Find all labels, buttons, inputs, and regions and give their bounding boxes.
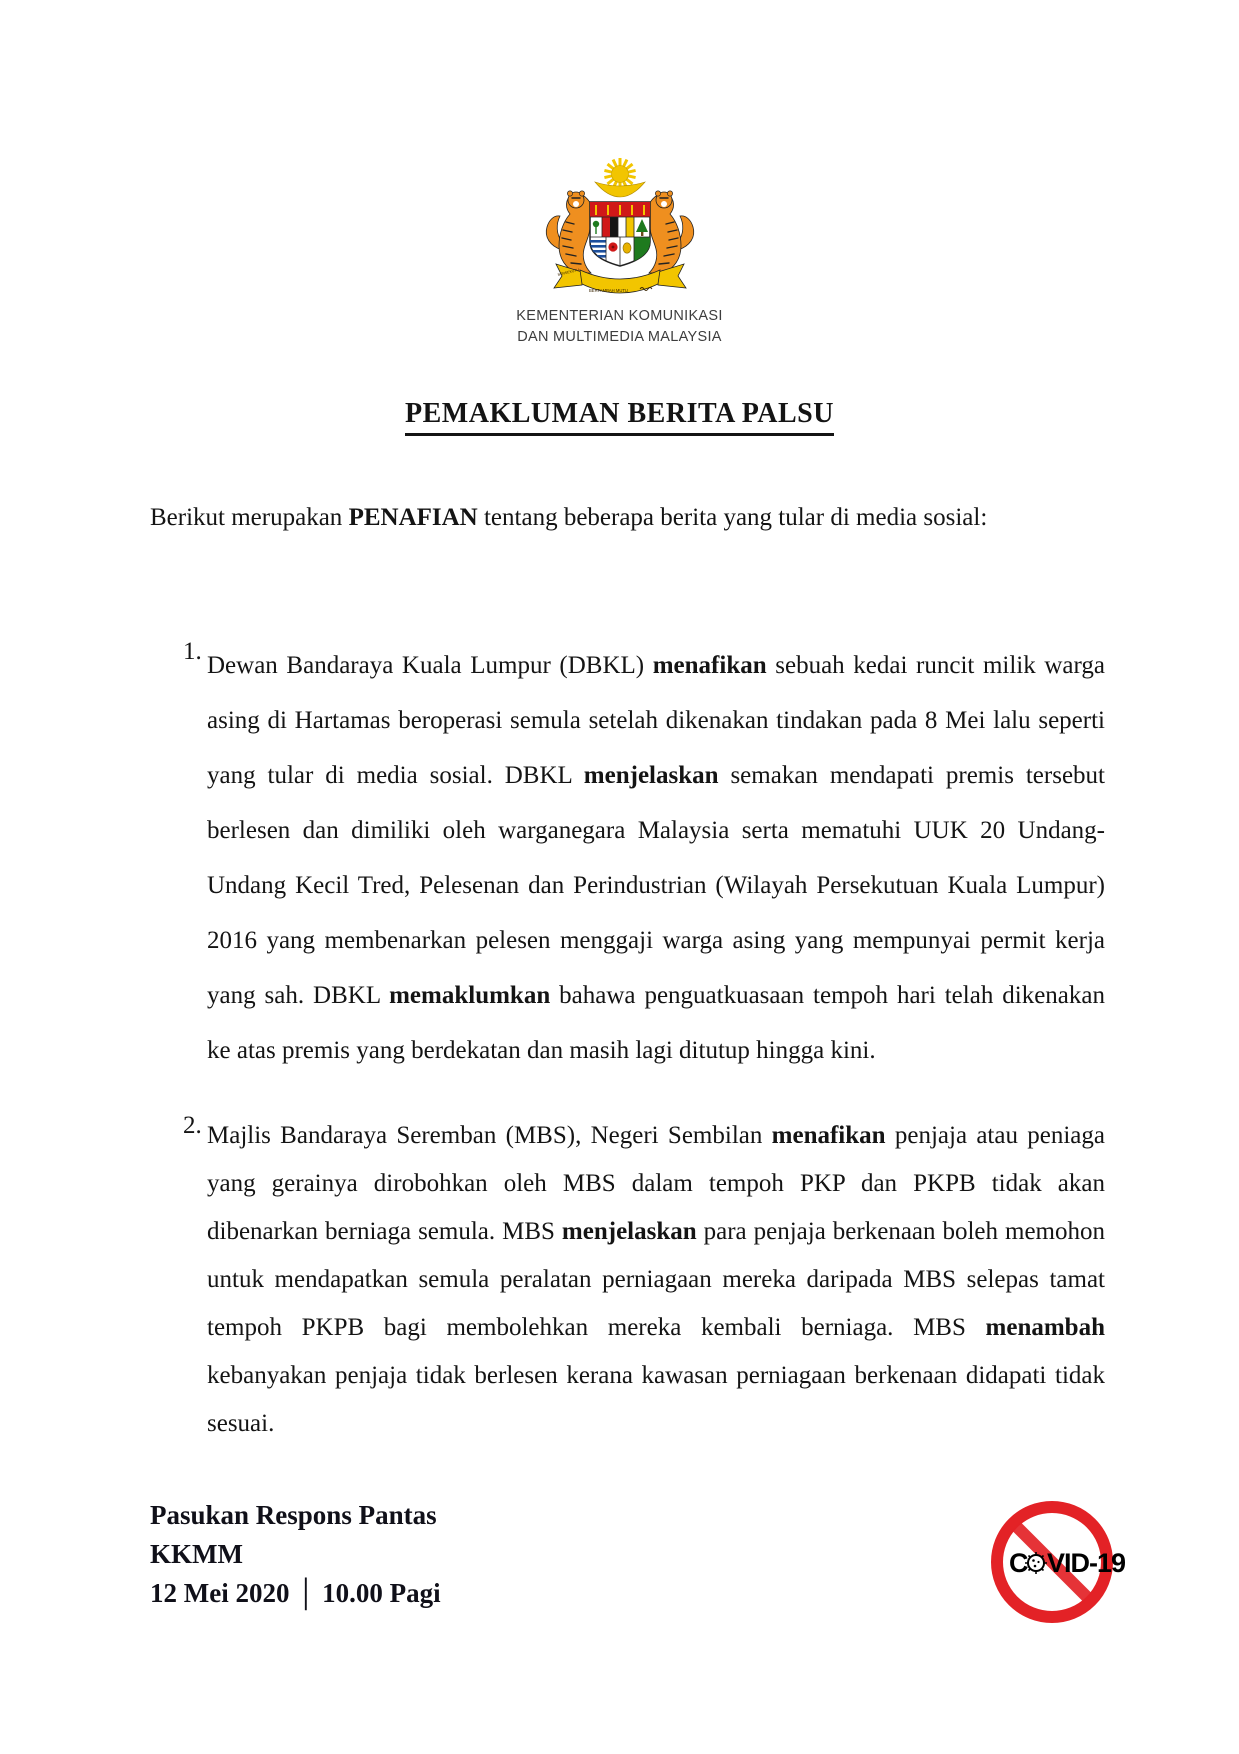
malaysia-coat-of-arms-logo: [532, 154, 708, 304]
crest-motto-center: BERTAMBAH MUTU: [589, 288, 628, 293]
intro-paragraph: Berikut merupakan PENAFIAN tentang beberapa berita yang tular di media sosial:: [150, 504, 988, 531]
covid-text-prefix: C: [1009, 1548, 1028, 1578]
list-item-2-number: 2.: [183, 1112, 202, 1139]
signature-datetime: 12 Mei 2020 │ 10.00 Pagi: [150, 1578, 441, 1608]
list-item-1-number: 1.: [183, 638, 202, 665]
ministry-name-line1: KEMENTERIAN KOMUNIKASI: [516, 308, 723, 324]
list-item-1: [150, 638, 1105, 1078]
list-item-1-text: Dewan Bandaraya Kuala Lumpur (DBKL) menafikan sebuah kedai runcit milik warga asing di Hartamas beroperasi semula setelah dikenakan tindakan pada 8 Mei lalu seperti yang tular di media sosial. DBKL menjelaskan semakan mendapati premis tersebut berlesen dan dimiliki oleh warganegara Malaysia serta mematuhi UUK 20 Undang-Undang Kecil Tred, Pelesenan dan Perindustrian (Wilayah Persekutuan Kuala Lumpur) 2016 yang membenarkan pelesen menggaji warga asing yang mempunyai permit kerja yang sah. DBKL memaklumkan bahawa penguatkuasaan tempoh hari telah dikenakan ke atas premis yang berdekatan dan masih lagi ditutup hingga kini.: [207, 652, 1105, 1064]
title-row: [0, 398, 1239, 436]
ministry-name: [0, 306, 1239, 348]
page-title: PEMAKLUMAN BERITA PALSU: [405, 398, 834, 436]
ministry-name-line2: DAN MULTIMEDIA MALAYSIA: [517, 329, 722, 345]
signature-block: [150, 1496, 441, 1613]
list-item-2-text: Majlis Bandaraya Seremban (MBS), Negeri Sembilan menafikan penjaja atau peniaga yang gerainya dirobohkan oleh MBS dalam tempoh PKP dan PKPB tidak akan dibenarkan berniaga semula. MBS menjelaskan para penjaja berkenaan boleh memohon untuk mendapatkan semula peralatan perniagaan mereka daripada MBS selepas tamat tempoh PKPB bagi membolehkan mereka kembali berniaga. MBS menambah kebanyakan penjaja tidak berlesen kerana kawasan perniagaan berkenaan didapati tidak sesuai.: [207, 1122, 1105, 1437]
list-item-2: [150, 1112, 1105, 1448]
signature-org: KKMM: [150, 1539, 243, 1569]
covid-text-suffix: VID-19: [1047, 1548, 1126, 1578]
no-covid19-icon: [988, 1496, 1148, 1636]
crest-motto-left: BERSEKUTU: [557, 267, 580, 277]
signature-team: Pasukan Respons Pantas: [150, 1500, 437, 1530]
